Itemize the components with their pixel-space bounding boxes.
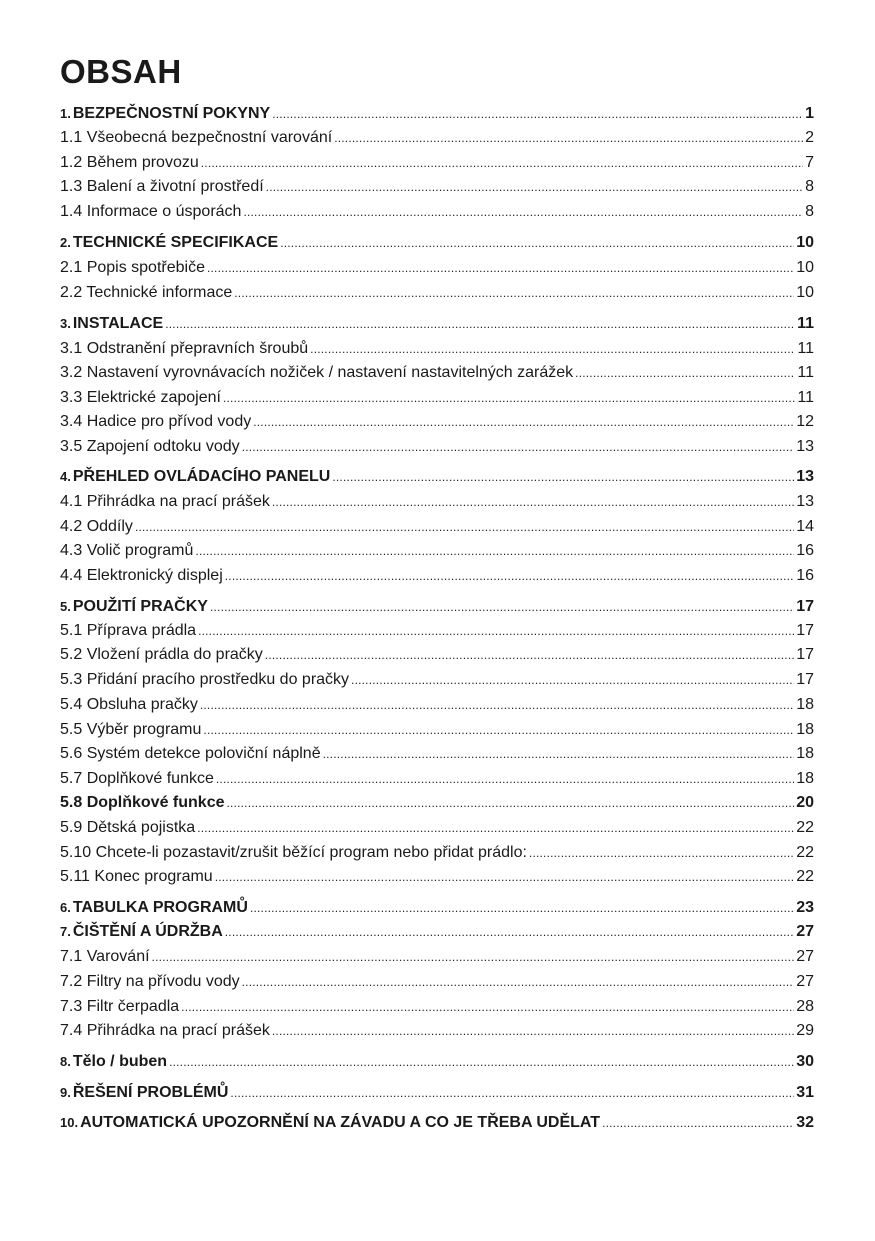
toc-entry-title bbox=[60, 843, 527, 863]
toc-entry-text: TECHNICKÉ SPECIFIKACE bbox=[72, 234, 279, 251]
toc-entry-text: 3.2 Nastavení vyrovnávacích nožiček / nastavení nastavitelných zarážek bbox=[60, 364, 574, 381]
toc-page-number: 11 bbox=[797, 364, 814, 381]
dot-leader bbox=[272, 492, 794, 512]
toc-entry-text: 5.2 Vložení prádla do pračky bbox=[60, 646, 263, 663]
toc-entry-text: 3.1 Odstranění přepravních šroubů bbox=[60, 340, 309, 357]
toc-page-number: 16 bbox=[796, 542, 814, 559]
toc-entry-text: Tělo / buben bbox=[72, 1053, 168, 1070]
toc-entry-title bbox=[60, 566, 223, 586]
toc-page-number: 18 bbox=[796, 770, 814, 787]
toc-entry[interactable] bbox=[60, 388, 814, 408]
toc-entry-text: 3.3 Elektrické zapojení bbox=[60, 389, 221, 406]
toc-entry-text: 5.10 Chcete-li pozastavit/zrušit běžící program nebo přidat prádlo: bbox=[60, 844, 527, 861]
toc-page-number: 30 bbox=[796, 1053, 814, 1070]
toc-page-number: 22 bbox=[796, 844, 814, 861]
toc-entry-title bbox=[60, 720, 201, 740]
toc-entry-title bbox=[60, 1021, 270, 1041]
toc-entry-text: ŘEŠENÍ PROBLÉMŮ bbox=[72, 1084, 229, 1101]
toc-chapter-entry[interactable] bbox=[60, 922, 814, 942]
toc-page-number: 18 bbox=[796, 696, 814, 713]
toc-entry-text: 7.3 Filtr čerpadla bbox=[60, 998, 180, 1015]
dot-leader bbox=[225, 566, 794, 586]
dot-leader bbox=[210, 597, 794, 617]
toc-entry-text: 4.4 Elektronický displej bbox=[60, 567, 223, 584]
toc-page-number: 10 bbox=[796, 284, 814, 301]
toc-entry[interactable] bbox=[60, 541, 814, 561]
toc-chapter-number: 4. bbox=[60, 469, 71, 484]
toc-entry[interactable] bbox=[60, 947, 814, 967]
dot-leader bbox=[265, 645, 794, 665]
toc-page-number: 11 bbox=[797, 389, 814, 406]
toc-entry[interactable] bbox=[60, 492, 814, 512]
dot-leader bbox=[201, 153, 803, 173]
toc-chapter-number: 10. bbox=[60, 1115, 79, 1130]
toc-entry-title bbox=[60, 1052, 167, 1072]
toc-entry-title bbox=[60, 744, 321, 764]
toc-entry-title bbox=[60, 793, 225, 813]
toc-entry-title bbox=[60, 597, 208, 617]
dot-leader bbox=[323, 744, 795, 764]
toc-page-number: 22 bbox=[796, 819, 814, 836]
toc-entry-text: PŘEHLED OVLÁDACÍHO PANELU bbox=[72, 468, 331, 485]
dot-leader bbox=[195, 541, 794, 561]
dot-leader bbox=[242, 972, 795, 992]
toc-chapter-entry[interactable] bbox=[60, 104, 814, 124]
toc-entry[interactable] bbox=[60, 339, 814, 359]
dot-leader bbox=[227, 793, 795, 813]
toc-entry-text: 7.1 Varování bbox=[60, 948, 150, 965]
toc-entry[interactable] bbox=[60, 177, 814, 197]
toc-entry[interactable] bbox=[60, 867, 814, 887]
dot-leader bbox=[575, 363, 795, 383]
toc-entry-title bbox=[60, 769, 214, 789]
toc-page-number: 2 bbox=[805, 129, 814, 146]
toc-entry[interactable] bbox=[60, 566, 814, 586]
toc-chapter-number: 9. bbox=[60, 1085, 71, 1100]
toc-entry[interactable] bbox=[60, 670, 814, 690]
toc-page-number: 29 bbox=[796, 1022, 814, 1039]
toc-entry[interactable] bbox=[60, 843, 814, 863]
toc-chapter-number: 8. bbox=[60, 1054, 71, 1069]
toc-entry-text: ČIŠTĚNÍ A ÚDRŽBA bbox=[72, 923, 223, 940]
toc-entry-text: 2.2 Technické informace bbox=[60, 284, 233, 301]
toc-chapter-number: 6. bbox=[60, 900, 71, 915]
toc-entry[interactable] bbox=[60, 412, 814, 432]
toc-entry-title bbox=[60, 867, 213, 887]
toc-entry-title bbox=[60, 972, 240, 992]
toc-chapter-entry[interactable] bbox=[60, 467, 814, 487]
toc-entry[interactable] bbox=[60, 517, 814, 537]
dot-leader bbox=[334, 128, 803, 148]
toc-entry-text: 5.11 Konec programu bbox=[60, 868, 213, 885]
toc-page-number: 8 bbox=[805, 178, 814, 195]
toc-entry[interactable] bbox=[60, 283, 814, 303]
toc-entry-title bbox=[60, 153, 199, 173]
toc-page-number: 13 bbox=[796, 493, 814, 510]
dot-leader bbox=[152, 947, 795, 967]
toc-page-number: 28 bbox=[796, 998, 814, 1015]
toc-entry-text: 7.4 Přihrádka na prací prášek bbox=[60, 1022, 270, 1039]
dot-leader bbox=[351, 670, 794, 690]
toc-entry[interactable] bbox=[60, 793, 814, 813]
toc-chapter-entry[interactable] bbox=[60, 314, 814, 334]
toc-entry-text: 1.2 Během provozu bbox=[60, 154, 199, 171]
toc-entry-title bbox=[60, 695, 198, 715]
toc-entry[interactable] bbox=[60, 437, 814, 457]
toc-entry-text: 4.3 Volič programů bbox=[60, 542, 194, 559]
toc-entry-title bbox=[60, 314, 163, 334]
dot-leader bbox=[602, 1113, 794, 1133]
toc-entry-title bbox=[60, 128, 332, 148]
toc-entry-text: 1.1 Všeobecná bezpečnostní varování bbox=[60, 129, 333, 146]
toc-page-number: 17 bbox=[796, 646, 814, 663]
toc-page-number: 17 bbox=[796, 598, 814, 615]
dot-leader bbox=[225, 922, 794, 942]
dot-leader bbox=[332, 467, 794, 487]
dot-leader bbox=[216, 769, 794, 789]
toc-entry-title bbox=[60, 898, 248, 918]
toc-entry-text: AUTOMATICKÁ UPOZORNĚNÍ NA ZÁVADU A CO JE TŘEBA UDĚLAT bbox=[80, 1114, 601, 1131]
toc-entry[interactable] bbox=[60, 645, 814, 665]
toc-chapter-number: 1. bbox=[60, 106, 71, 121]
toc-entry-title bbox=[60, 202, 241, 222]
toc-entry-text: 4.2 Oddíly bbox=[60, 518, 133, 535]
dot-leader bbox=[272, 1021, 794, 1041]
toc-entry-text: 5.3 Přidání pracího prostředku do pračky bbox=[60, 671, 350, 688]
toc-page-number: 16 bbox=[796, 567, 814, 584]
dot-leader bbox=[198, 621, 794, 641]
toc-page-number: 13 bbox=[796, 468, 814, 485]
toc-entry-title bbox=[60, 258, 205, 278]
toc-entry-title bbox=[60, 177, 264, 197]
toc-entry-title bbox=[60, 339, 308, 359]
toc-entry-text: INSTALACE bbox=[72, 315, 164, 332]
toc-entry[interactable] bbox=[60, 744, 814, 764]
page-title: OBSAH bbox=[60, 53, 182, 90]
toc-entry[interactable] bbox=[60, 818, 814, 838]
toc-entry[interactable] bbox=[60, 1021, 814, 1041]
dot-leader bbox=[253, 412, 794, 432]
toc-page-number: 32 bbox=[796, 1114, 814, 1131]
dot-leader bbox=[250, 898, 794, 918]
toc-page-number: 12 bbox=[796, 413, 814, 430]
dot-leader bbox=[197, 818, 794, 838]
toc-entry[interactable] bbox=[60, 153, 814, 173]
toc-entry-text: 5.5 Výběr programu bbox=[60, 721, 202, 738]
toc-entry-text: 5.6 Systém detekce poloviční náplně bbox=[60, 745, 321, 762]
toc-entry-title bbox=[60, 363, 573, 383]
toc-entry-title bbox=[60, 437, 240, 457]
dot-leader bbox=[243, 202, 803, 222]
toc-page-number: 13 bbox=[796, 438, 814, 455]
toc-entry-title bbox=[60, 947, 150, 967]
dot-leader bbox=[234, 283, 794, 303]
dot-leader bbox=[272, 104, 803, 124]
dot-leader bbox=[223, 388, 795, 408]
toc-entry-text: 4.1 Přihrádka na prací prášek bbox=[60, 493, 270, 510]
toc-entry-text: TABULKA PROGRAMŮ bbox=[72, 899, 248, 916]
toc-page-number: 20 bbox=[796, 794, 814, 811]
dot-leader bbox=[242, 437, 795, 457]
toc-entry[interactable] bbox=[60, 769, 814, 789]
toc-page-number: 11 bbox=[797, 315, 814, 332]
toc-entry-title bbox=[60, 1083, 228, 1103]
toc-chapter-number: 3. bbox=[60, 316, 71, 331]
toc-page-number: 14 bbox=[796, 518, 814, 535]
dot-leader bbox=[215, 867, 795, 887]
toc-entry-title bbox=[60, 233, 278, 253]
toc-entry[interactable] bbox=[60, 202, 814, 222]
toc-entry[interactable] bbox=[60, 621, 814, 641]
toc-page-number: 27 bbox=[796, 923, 814, 940]
toc-page-number: 7 bbox=[805, 154, 814, 171]
toc-entry[interactable] bbox=[60, 695, 814, 715]
toc-chapter-number: 2. bbox=[60, 235, 71, 250]
toc-page-number: 27 bbox=[796, 948, 814, 965]
toc-entry-title bbox=[60, 467, 330, 487]
toc-entry-title bbox=[60, 492, 270, 512]
toc-chapter-entry[interactable] bbox=[60, 233, 814, 253]
toc-entry-title bbox=[60, 541, 193, 561]
toc-chapter-entry[interactable] bbox=[60, 898, 814, 918]
toc-chapter-entry[interactable] bbox=[60, 597, 814, 617]
toc-page-number: 1 bbox=[805, 105, 814, 122]
toc-entry-text: 7.2 Filtry na přívodu vody bbox=[60, 973, 240, 990]
toc-entry-text: 3.4 Hadice pro přívod vody bbox=[60, 413, 252, 430]
toc-entry-text: 5.7 Doplňkové funkce bbox=[60, 770, 214, 787]
toc-entry-title bbox=[60, 517, 133, 537]
toc-chapter-number: 5. bbox=[60, 599, 71, 614]
dot-leader bbox=[310, 339, 795, 359]
toc-page-number: 11 bbox=[797, 340, 814, 357]
dot-leader bbox=[529, 843, 794, 863]
toc-entry[interactable] bbox=[60, 363, 814, 383]
toc-page-number: 31 bbox=[796, 1084, 814, 1101]
toc-entry-title bbox=[60, 1113, 600, 1133]
toc-entry[interactable] bbox=[60, 720, 814, 740]
toc-entry[interactable] bbox=[60, 258, 814, 278]
dot-leader bbox=[169, 1052, 794, 1072]
toc-chapter-number: 7. bbox=[60, 924, 71, 939]
toc-entry-title bbox=[60, 997, 179, 1017]
toc-page-number: 8 bbox=[805, 203, 814, 220]
dot-leader bbox=[200, 695, 794, 715]
toc-chapter-entry[interactable] bbox=[60, 1083, 814, 1103]
toc-entry-text: 5.8 Doplňkové funkce bbox=[60, 794, 225, 811]
toc-chapter-entry[interactable] bbox=[60, 1113, 814, 1133]
dot-leader bbox=[181, 997, 794, 1017]
toc-entry-title bbox=[60, 621, 196, 641]
toc-page-number: 18 bbox=[796, 745, 814, 762]
toc-entry-text: 5.9 Dětská pojistka bbox=[60, 819, 196, 836]
toc-entry-text: 2.1 Popis spotřebiče bbox=[60, 259, 205, 276]
toc-entry[interactable] bbox=[60, 128, 814, 148]
dot-leader bbox=[203, 720, 794, 740]
dot-leader bbox=[165, 314, 795, 334]
toc-entry-title bbox=[60, 670, 349, 690]
toc-entry-text: 1.3 Balení a životní prostředí bbox=[60, 178, 264, 195]
toc-page-number: 10 bbox=[796, 259, 814, 276]
toc-entry-text: 5.4 Obsluha pračky bbox=[60, 696, 198, 713]
dot-leader bbox=[266, 177, 803, 197]
toc-page-number: 18 bbox=[796, 721, 814, 738]
toc-page-number: 10 bbox=[796, 234, 814, 251]
toc-page-number: 22 bbox=[796, 868, 814, 885]
dot-leader bbox=[230, 1083, 794, 1103]
toc-entry-text: BEZPEČNOSTNÍ POKYNY bbox=[72, 105, 271, 122]
toc-entry-title bbox=[60, 818, 195, 838]
toc-page-number: 17 bbox=[796, 622, 814, 639]
toc-entry-text: 1.4 Informace o úsporách bbox=[60, 203, 242, 220]
toc-entry[interactable] bbox=[60, 972, 814, 992]
toc-page-number: 23 bbox=[796, 899, 814, 916]
dot-leader bbox=[135, 517, 794, 537]
toc-entry-title bbox=[60, 412, 251, 432]
dot-leader bbox=[280, 233, 794, 253]
toc-entry-text: POUŽITÍ PRAČKY bbox=[72, 598, 208, 615]
toc-entry-text: 5.1 Příprava prádla bbox=[60, 622, 197, 639]
toc-page-number: 17 bbox=[796, 671, 814, 688]
toc-chapter-entry[interactable] bbox=[60, 1052, 814, 1072]
toc-page-number: 27 bbox=[796, 973, 814, 990]
toc-entry-title bbox=[60, 645, 263, 665]
toc-entry-title bbox=[60, 104, 270, 124]
dot-leader bbox=[207, 258, 794, 278]
toc-entry-title bbox=[60, 283, 232, 303]
toc-entry-title bbox=[60, 388, 221, 408]
toc-entry-title bbox=[60, 922, 223, 942]
toc-entry-text: 3.5 Zapojení odtoku vody bbox=[60, 438, 240, 455]
toc-entry[interactable] bbox=[60, 997, 814, 1017]
